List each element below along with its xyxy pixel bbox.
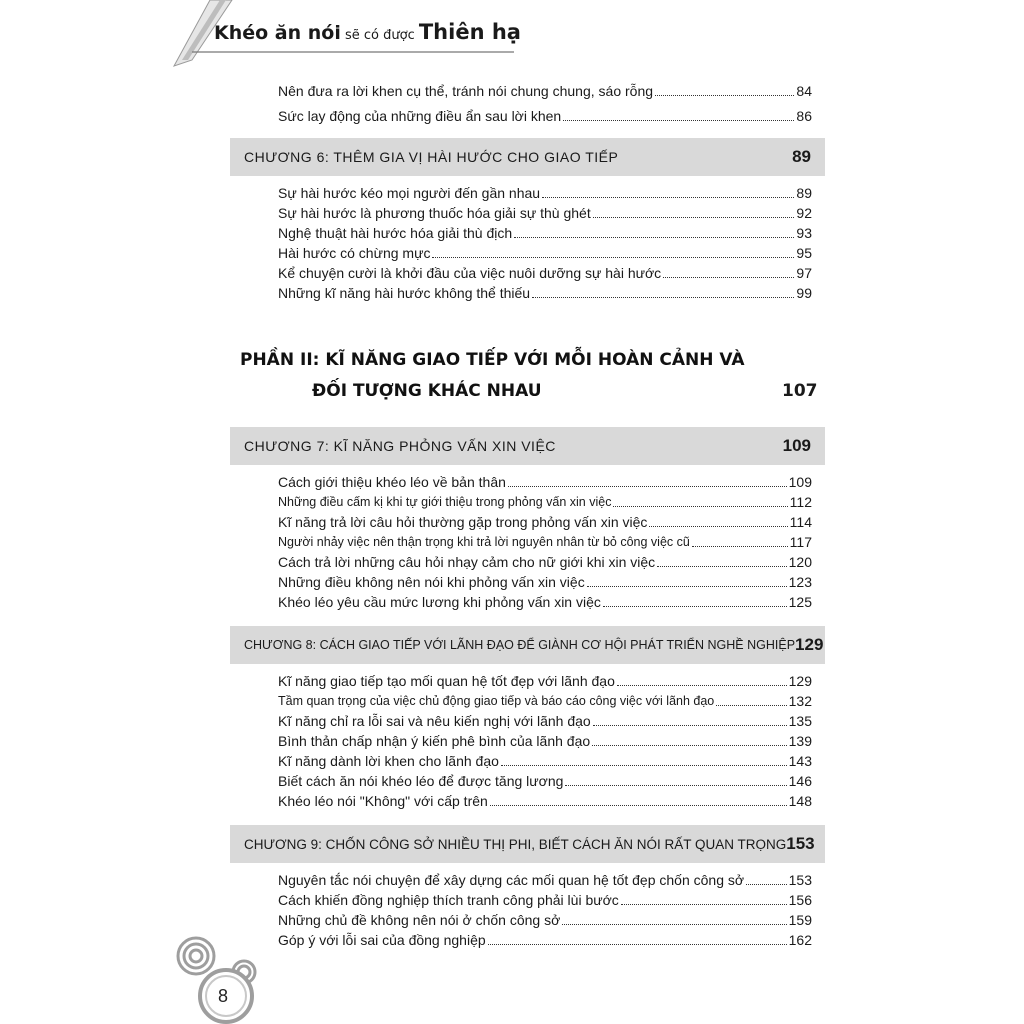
entry-page: 125	[788, 594, 812, 610]
leader-dots	[649, 526, 787, 527]
entry-page: 84	[796, 83, 812, 99]
entry-label: Tầm quan trọng của việc chủ động giao tiếp và báo cáo công việc với lãnh đạo	[278, 694, 715, 708]
toc-entry[interactable]	[278, 105, 812, 125]
leader-dots	[565, 785, 786, 786]
entry-label: Những kĩ năng hài hước không thể thiếu	[278, 285, 531, 301]
toc-entry[interactable]	[278, 730, 812, 750]
chapter-label: CHƯƠNG 8: CÁCH GIAO TIẾP VỚI LÃNH ĐẠO ĐỂ GIÀNH CƠ HỘI PHÁT TRIỂN NGHỀ NGHIỆP	[244, 638, 796, 652]
chapter-label: CHƯƠNG 9: CHỐN CÔNG SỞ NHIỀU THỊ PHI, BIẾT CÁCH ĂN NÓI RẤT QUAN TRỌNG	[244, 836, 787, 852]
entry-label: Người nhảy việc nên thận trọng khi trả lời nguyên nhân từ bỏ công việc cũ	[278, 535, 690, 549]
chapter-heading[interactable]	[230, 427, 825, 465]
part-title-line1: KĨ NĂNG GIAO TIẾP VỚI MỖI HOÀN CẢNH VÀ	[325, 350, 745, 370]
leader-dots	[508, 486, 787, 487]
entry-page: 89	[796, 185, 812, 201]
toc-entry[interactable]	[278, 262, 812, 282]
entry-label: Biết cách ăn nói khéo léo để được tăng lương	[278, 773, 564, 789]
toc-entry[interactable]	[278, 571, 812, 591]
leader-dots	[613, 506, 787, 507]
title-part2: sẽ có được	[340, 28, 419, 43]
leader-dots	[603, 606, 787, 607]
toc-entry[interactable]	[278, 889, 812, 909]
entry-page: 109	[788, 474, 812, 490]
leader-dots	[592, 745, 787, 746]
circles-decoration	[176, 932, 286, 1024]
chapter-heading[interactable]	[230, 626, 825, 664]
leader-dots	[501, 765, 787, 766]
entry-page: 117	[789, 534, 812, 550]
entry-page: 95	[796, 245, 812, 261]
entry-page: 93	[796, 225, 812, 241]
entry-page: 123	[788, 574, 812, 590]
chapter-page: 109	[782, 436, 811, 455]
entry-label: Hài hước có chừng mực	[278, 245, 431, 261]
entry-label: Nguyên tắc nói chuyện để xây dựng các mối quan hệ tốt đẹp chốn công sở	[278, 872, 745, 888]
toc-entry[interactable]	[278, 491, 812, 511]
entry-page: 114	[789, 514, 812, 530]
entry-page: 156	[788, 892, 812, 908]
chapter-label: CHƯƠNG 6: THÊM GIA VỊ HÀI HƯỚC CHO GIAO TIẾP	[244, 149, 619, 165]
entry-label: Kể chuyện cười là khởi đầu của việc nuôi dưỡng sự hài hước	[278, 265, 662, 281]
toc-entry[interactable]	[278, 929, 812, 949]
leader-dots	[692, 546, 788, 547]
toc-entry[interactable]	[278, 471, 812, 491]
page-number: 8	[218, 986, 229, 1006]
entry-label: Kĩ năng trả lời câu hỏi thường gặp trong phỏng vấn xin việc	[278, 514, 648, 530]
entry-label: Khéo léo nói "Không" với cấp trên	[278, 793, 488, 809]
entry-page: 99	[796, 285, 812, 301]
part-page: 107	[782, 381, 818, 401]
entry-label: Cách trả lời những câu hỏi nhạy cảm cho nữ giới khi xin việc	[278, 554, 656, 570]
entry-page: 146	[788, 773, 812, 789]
toc-entry[interactable]	[278, 511, 812, 531]
toc-entry[interactable]	[278, 869, 812, 889]
leader-dots	[563, 120, 794, 121]
entry-label: Bình thản chấp nhận ý kiến phê bình của lãnh đạo	[278, 733, 591, 749]
entry-label: Kĩ năng giao tiếp tạo mối quan hệ tốt đẹp với lãnh đạo	[278, 673, 615, 689]
entry-label: Khéo léo yêu cầu mức lương khi phỏng vấn xin việc	[278, 594, 601, 610]
toc-entry[interactable]	[278, 182, 812, 202]
toc-entry[interactable]	[278, 770, 812, 790]
leader-dots	[562, 924, 786, 925]
entry-page: 148	[788, 793, 812, 809]
title-part1: Khéo ăn nói	[214, 22, 341, 44]
entry-page: 86	[796, 108, 812, 124]
toc-entry[interactable]	[278, 80, 812, 100]
toc-entry[interactable]	[278, 750, 812, 770]
leader-dots	[432, 257, 794, 258]
leader-dots	[746, 884, 787, 885]
leader-dots	[532, 297, 794, 298]
entry-page: 132	[788, 693, 812, 709]
toc-entry[interactable]	[278, 531, 812, 551]
toc-entry[interactable]	[278, 222, 812, 242]
chapter-page: 129	[795, 635, 824, 654]
leader-dots	[593, 217, 795, 218]
title-part3: Thiên hạ	[418, 20, 521, 44]
leader-dots	[488, 944, 787, 945]
leader-dots	[514, 237, 794, 238]
chapter-label: CHƯƠNG 7: KĨ NĂNG PHỎNG VẤN XIN VIỆC	[244, 438, 556, 454]
part-heading[interactable]	[240, 350, 745, 370]
leader-dots	[490, 805, 787, 806]
part-prefix: PHẦN II:	[240, 350, 320, 370]
entry-page: 135	[788, 713, 812, 729]
toc-entry[interactable]	[278, 282, 812, 302]
leader-dots	[657, 566, 786, 567]
leader-dots	[587, 586, 787, 587]
entry-label: Sự hài hước là phương thuốc hóa giải sự thù ghét	[278, 205, 591, 221]
entry-page: 143	[788, 753, 812, 769]
entry-page: 120	[788, 554, 812, 570]
entry-page: 159	[788, 912, 812, 928]
entry-page: 129	[788, 673, 812, 689]
leader-dots	[542, 197, 794, 198]
entry-label: Góp ý với lỗi sai của đồng nghiệp	[278, 932, 486, 948]
toc-entry[interactable]	[278, 670, 812, 690]
leader-dots	[617, 685, 787, 686]
entry-page: 153	[788, 872, 812, 888]
leader-dots	[655, 95, 794, 96]
toc-entry[interactable]	[278, 790, 812, 810]
part-title-line2: ĐỐI TƯỢNG KHÁC NHAU	[312, 381, 542, 401]
entry-label: Sức lay động của những điều ẩn sau lời khen	[278, 108, 562, 124]
entry-label: Những điều không nên nói khi phỏng vấn xin việc	[278, 574, 585, 590]
leader-dots	[716, 705, 786, 706]
entry-label: Những chủ đề không nên nói ở chốn công sở	[278, 912, 561, 928]
toc-entry[interactable]	[278, 591, 812, 611]
chapter-page: 89	[792, 147, 811, 166]
entry-page: 162	[788, 932, 812, 948]
toc-entry[interactable]	[278, 202, 812, 222]
entry-page: 97	[796, 265, 812, 281]
toc-entry[interactable]	[278, 242, 812, 262]
entry-label: Nghệ thuật hài hước hóa giải thù địch	[278, 225, 513, 241]
leader-dots	[593, 725, 787, 726]
toc-entry[interactable]	[278, 710, 812, 730]
entry-label: Cách khiến đồng nghiệp thích tranh công phải lùi bước	[278, 892, 619, 908]
entry-label: Cách giới thiệu khéo léo về bản thân	[278, 474, 506, 490]
toc-entry[interactable]	[278, 551, 812, 571]
entry-label: Nên đưa ra lời khen cụ thể, tránh nói chung chung, sáo rỗng	[278, 83, 654, 99]
entry-label: Kĩ năng chỉ ra lỗi sai và nêu kiến nghị với lãnh đạo	[278, 713, 591, 729]
entry-label: Những điều cấm kị khi tự giới thiệu trong phỏng vấn xin việc	[278, 495, 612, 509]
entry-page: 139	[788, 733, 812, 749]
leader-dots	[663, 277, 794, 278]
entry-label: Kĩ năng dành lời khen cho lãnh đạo	[278, 753, 499, 769]
entry-label: Sự hài hước kéo mọi người đến gần nhau	[278, 185, 541, 201]
toc-entry[interactable]	[278, 909, 812, 929]
chapter-heading[interactable]	[230, 825, 825, 863]
toc-entry[interactable]	[278, 690, 812, 710]
chapter-page: 153	[786, 834, 815, 853]
entry-page: 92	[796, 205, 812, 221]
chapter-heading[interactable]	[230, 138, 825, 176]
leader-dots	[621, 904, 787, 905]
entry-page: 112	[789, 494, 812, 510]
